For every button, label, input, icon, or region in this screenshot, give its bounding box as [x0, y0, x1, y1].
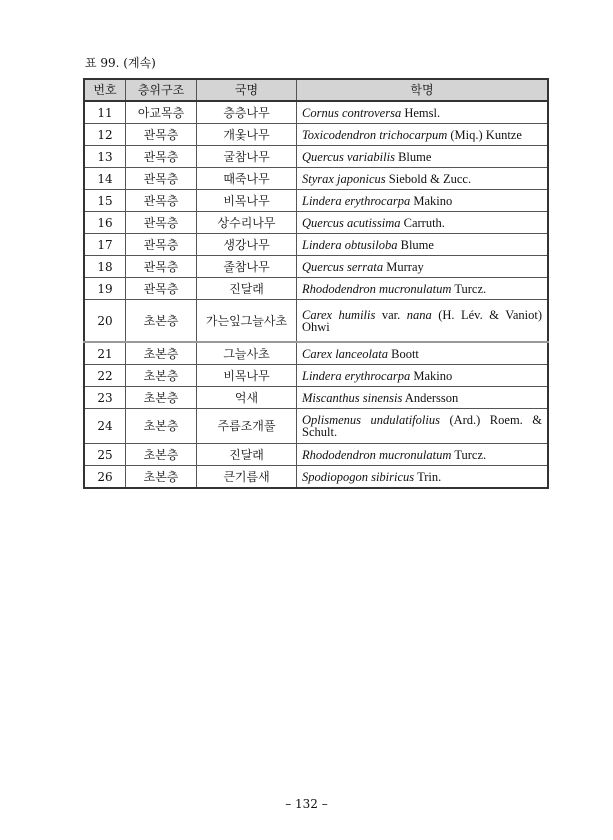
- header-scientific-name: 학명: [297, 79, 549, 101]
- table-body: [84, 101, 548, 488]
- row-korean-name: 상수리나무: [197, 212, 297, 234]
- row-scientific-name: [297, 124, 549, 146]
- scientific-name-author: Hemsl.: [401, 105, 441, 120]
- scientific-name-italic: Cornus controversa: [302, 105, 402, 120]
- row-scientific-name: [297, 387, 549, 409]
- row-korean-name: 진달래: [197, 278, 297, 300]
- row-layer: 관목층: [126, 124, 197, 146]
- scientific-name-author: Blume: [397, 237, 434, 252]
- scientific-name-author: var.: [375, 307, 407, 322]
- table-row: [84, 444, 548, 466]
- scientific-name-author: (H. Lév. & Vaniot) Ohwi: [302, 307, 542, 334]
- row-korean-name: 큰기름새: [197, 466, 297, 489]
- scientific-name-italic: Rhododendron mucronulatum: [302, 447, 452, 462]
- row-layer: 관목층: [126, 146, 197, 168]
- table-row: [84, 101, 548, 124]
- table-row: [84, 466, 548, 489]
- row-number: 23: [84, 387, 126, 409]
- row-number: 16: [84, 212, 126, 234]
- scientific-name-author: Turcz.: [451, 281, 487, 296]
- scientific-name-italic: Oplismenus undulatifolius: [302, 413, 440, 427]
- row-scientific-name: [297, 466, 549, 489]
- row-scientific-name: [297, 190, 549, 212]
- row-number: 17: [84, 234, 126, 256]
- row-korean-name: 때죽나무: [197, 168, 297, 190]
- scientific-name-italic: Lindera erythrocarpa: [302, 193, 411, 208]
- row-korean-name: 억새: [197, 387, 297, 409]
- table-row: [84, 300, 548, 343]
- scientific-name-author: Boott: [387, 346, 419, 361]
- row-korean-name: 생강나무: [197, 234, 297, 256]
- table-row: [84, 342, 548, 365]
- header-layer: 층위구조: [126, 79, 197, 101]
- row-korean-name: 졸참나무: [197, 256, 297, 278]
- row-korean-name: 진달래: [197, 444, 297, 466]
- row-korean-name: 그늘사초: [197, 342, 297, 365]
- table-header-row: [84, 79, 548, 101]
- row-number: 15: [84, 190, 126, 212]
- scientific-name-author: Makino: [410, 368, 453, 383]
- row-korean-name: 비목나무: [197, 190, 297, 212]
- row-layer: 초본층: [126, 342, 197, 365]
- row-layer: 초본층: [126, 365, 197, 387]
- scientific-name-italic: Lindera erythrocarpa: [302, 368, 411, 383]
- table-row: [84, 256, 548, 278]
- page-number: – 132 –: [285, 797, 328, 811]
- row-scientific-name: [297, 278, 549, 300]
- row-layer: 초본층: [126, 387, 197, 409]
- row-layer: 초본층: [126, 466, 197, 489]
- scientific-name-author: (Ard.) Roem. & Schult.: [302, 413, 542, 439]
- scientific-name-italic: Carex lanceolata: [302, 346, 388, 361]
- row-number: 25: [84, 444, 126, 466]
- table-row: [84, 278, 548, 300]
- row-layer: 초본층: [126, 444, 197, 466]
- scientific-name-italic: Lindera obtusiloba: [302, 237, 398, 252]
- row-number: 13: [84, 146, 126, 168]
- scientific-name-italic: Spodiopogon sibiricus: [302, 469, 415, 484]
- scientific-name-author: Murray: [383, 259, 424, 274]
- row-korean-name: 굴참나무: [197, 146, 297, 168]
- row-scientific-name: [297, 101, 549, 124]
- row-layer: 관목층: [126, 190, 197, 212]
- row-scientific-name: [297, 168, 549, 190]
- row-layer: 관목층: [126, 256, 197, 278]
- table-row: [84, 365, 548, 387]
- row-number: 12: [84, 124, 126, 146]
- scientific-name-author: Carruth.: [400, 215, 445, 230]
- scientific-name-italic: Styrax japonicus: [302, 171, 386, 186]
- table-row: [84, 190, 548, 212]
- row-korean-name: 층층나무: [197, 101, 297, 124]
- row-number: 18: [84, 256, 126, 278]
- scientific-name-italic: Quercus variabilis: [302, 149, 395, 164]
- row-scientific-name: [297, 300, 549, 343]
- row-scientific-name: [297, 342, 549, 365]
- table-caption: 표 99. (계속): [85, 56, 156, 70]
- row-number: 14: [84, 168, 126, 190]
- row-scientific-name: [297, 234, 549, 256]
- scientific-name-italic: Miscanthus sinensis: [302, 390, 403, 405]
- row-number: 20: [84, 300, 126, 343]
- row-number: 24: [84, 409, 126, 444]
- row-number: 19: [84, 278, 126, 300]
- scientific-name-italic: Quercus acutissima: [302, 215, 401, 230]
- row-scientific-name: [297, 256, 549, 278]
- scientific-name-author: Blume: [394, 149, 432, 164]
- row-layer: 아교목층: [126, 101, 197, 124]
- header-number: 번호: [84, 79, 126, 101]
- row-korean-name: 가는잎그늘사초: [197, 300, 297, 343]
- scientific-name-author: Siebold & Zucc.: [385, 171, 472, 186]
- row-number: 26: [84, 466, 126, 489]
- scientific-name-italic: Toxicodendron trichocarpum: [302, 127, 448, 142]
- row-layer: 초본층: [126, 409, 197, 444]
- scientific-name-italic: Quercus serrata: [302, 259, 384, 274]
- row-number: 11: [84, 101, 126, 124]
- row-scientific-name: [297, 146, 549, 168]
- scientific-name-author: Turcz.: [451, 447, 487, 462]
- row-scientific-name: [297, 444, 549, 466]
- row-layer: 관목층: [126, 278, 197, 300]
- row-scientific-name: [297, 365, 549, 387]
- row-layer: 관목층: [126, 168, 197, 190]
- table-row: [84, 409, 548, 444]
- row-scientific-name: [297, 409, 549, 444]
- row-korean-name: 개옻나무: [197, 124, 297, 146]
- scientific-name-italic: nana: [406, 307, 432, 322]
- table-row: [84, 234, 548, 256]
- row-layer: 관목층: [126, 234, 197, 256]
- scientific-name-author: Makino: [410, 193, 453, 208]
- scientific-name-author: Trin.: [414, 469, 442, 484]
- scientific-name-author: Andersson: [402, 390, 459, 405]
- species-table: [83, 78, 549, 489]
- row-layer: 초본층: [126, 300, 197, 343]
- row-layer: 관목층: [126, 212, 197, 234]
- table-row: [84, 168, 548, 190]
- row-number: 21: [84, 342, 126, 365]
- row-number: 22: [84, 365, 126, 387]
- row-scientific-name: [297, 212, 549, 234]
- scientific-name-italic: Carex humilis: [302, 307, 376, 322]
- row-korean-name: 주름조개풀: [197, 409, 297, 444]
- header-korean-name: 국명: [197, 79, 297, 101]
- table-row: [84, 124, 548, 146]
- table-row: [84, 387, 548, 409]
- table-row: [84, 212, 548, 234]
- scientific-name-italic: Rhododendron mucronulatum: [302, 281, 452, 296]
- scientific-name-author: (Miq.) Kuntze: [447, 127, 522, 142]
- table-row: [84, 146, 548, 168]
- row-korean-name: 비목나무: [197, 365, 297, 387]
